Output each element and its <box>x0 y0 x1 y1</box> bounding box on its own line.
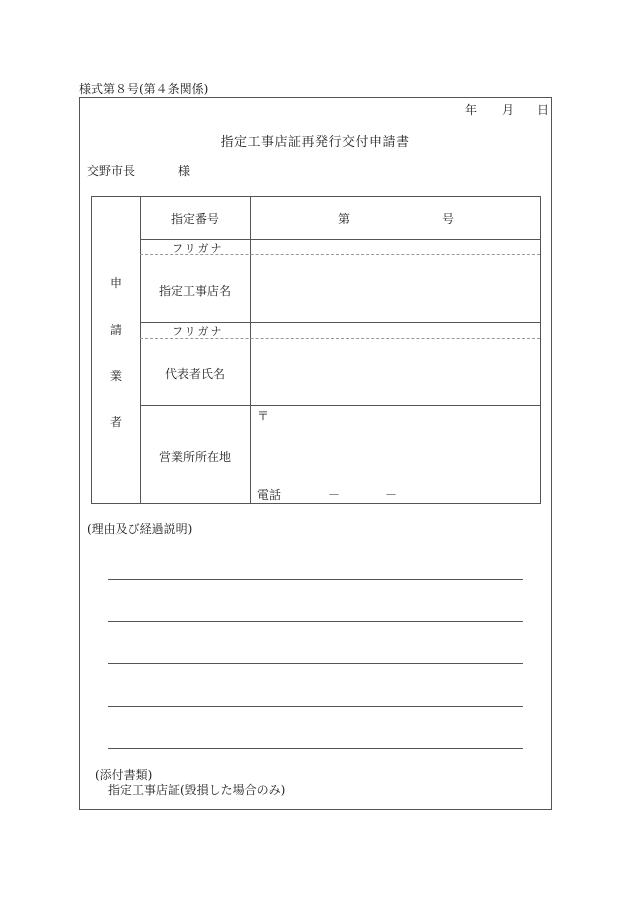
row-line <box>140 405 540 406</box>
applicant-table <box>91 196 541 504</box>
addressee: 交野市長 <box>87 164 136 178</box>
number-suffix: 号 <box>442 212 455 226</box>
writing-line <box>108 621 523 622</box>
table-divider-mid <box>250 197 251 503</box>
furigana-label: フリガナ <box>172 242 224 255</box>
date-day-label: 日 <box>537 103 550 117</box>
number-prefix: 第 <box>338 212 351 226</box>
honorific: 様 <box>178 164 191 178</box>
writing-line <box>108 579 523 580</box>
writing-line <box>108 706 523 707</box>
phone-separator: － <box>328 488 341 502</box>
designation-number-label: 指定番号 <box>170 212 219 226</box>
attachments-label: (添付書類) <box>95 768 153 782</box>
date-month-label: 月 <box>502 103 515 117</box>
date-year-label: 年 <box>465 103 478 117</box>
furigana-label: フリガナ <box>172 325 224 338</box>
applicant-char: 請 <box>109 323 122 337</box>
shop-name-label: 指定工事店名 <box>158 284 231 298</box>
writing-line <box>108 663 523 664</box>
office-address-label: 営業所所在地 <box>158 450 231 464</box>
applicant-char: 業 <box>109 369 122 383</box>
document-title: 指定工事店証再発行交付申請書 <box>220 135 410 150</box>
postal-mark: 〒 <box>257 409 270 423</box>
phone-label: 電話 <box>257 488 282 502</box>
reason-label: (理由及び経過説明) <box>87 522 193 536</box>
form-number: 様式第８号(第４条関係) <box>79 82 209 96</box>
applicant-char: 申 <box>109 276 122 290</box>
attachment-item: 指定工事店証(毀損した場合のみ) <box>108 783 286 797</box>
representative-label: 代表者氏名 <box>164 367 225 381</box>
phone-separator: － <box>385 488 398 502</box>
writing-line <box>108 748 523 749</box>
applicant-char: 者 <box>109 415 122 429</box>
